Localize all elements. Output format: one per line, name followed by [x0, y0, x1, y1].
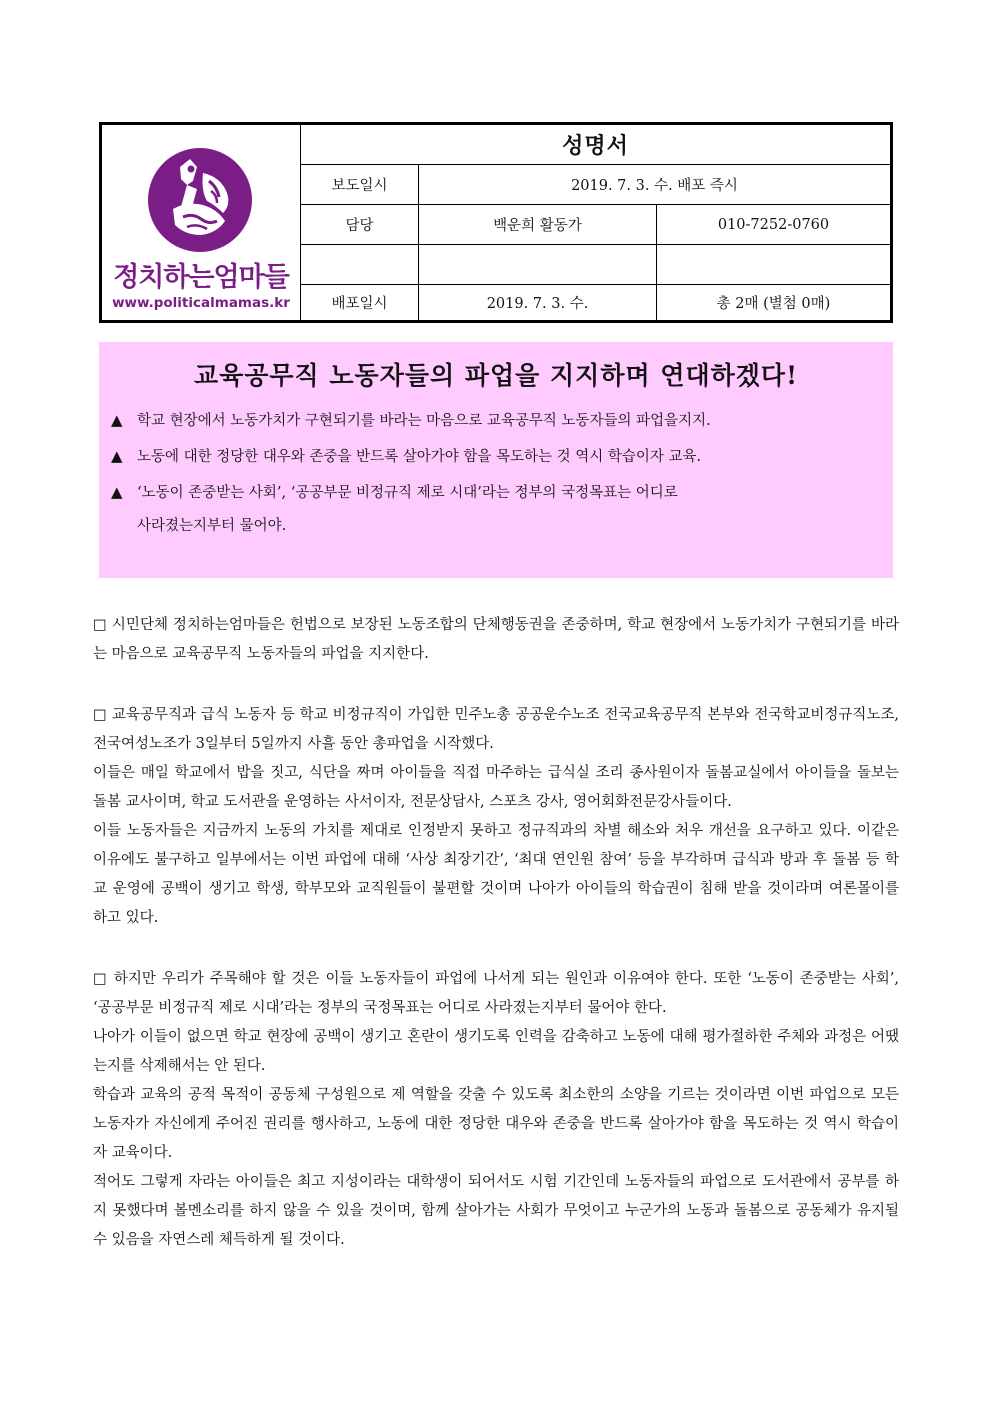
- row-contact: [301, 205, 890, 245]
- row-value: 2019. 7. 3. 수. 배포 즉시: [571, 178, 738, 194]
- political-mamas-logo-icon: [147, 147, 253, 253]
- summary-title: 교육공무직 노동자들의 파업을 지지하며 연대하겠다!: [193, 361, 799, 390]
- row-label: 보도일시: [301, 165, 419, 204]
- row-distribution: [301, 285, 890, 320]
- press-release-header-table: [99, 122, 893, 323]
- row-value: 백운희 활동가: [419, 205, 657, 244]
- summary-bullet: [111, 440, 881, 474]
- row-label: 배포일시: [301, 285, 419, 320]
- row-value: [419, 245, 657, 284]
- body-paragraph: 학습과 교육의 공적 목적이 공동체 구성원으로 제 역할을 갖출 수 있도록 최소한의 소양을 기르는 것이라면 이번 파업으로 모든 노동자가 자신에게 주어진 권리를 행사하고, 노동에 대한 정당한 대우와 존중을 반드록 살아가야 함을 목도하는 것 역시 학습이자 교육이다.: [93, 1087, 899, 1161]
- logo-name: 정치하는엄마들: [113, 262, 289, 293]
- row-label: 담당: [301, 205, 419, 244]
- body-paragraph: 이들은 매일 학교에서 밥을 짓고, 식단을 짜며 아이들을 직접 마주하는 급식실 조리 종사원이자 돌봄교실에서 아이들을 돌보는 돌봄 교사이며, 학교 도서관을 운영하는 사서이자, 전문상담사, 스포츠 강사, 영어회화전문강사들이다.: [93, 765, 899, 810]
- document-title: 성명서: [562, 133, 629, 159]
- triangle-icon: ▲: [111, 483, 123, 501]
- summary-bullet-text: 학교 현장에서 노동가치가 구현되기를 바라는 마음으로 교육공무직 노동자들의 파업을지지.: [137, 413, 711, 429]
- triangle-icon: ▲: [111, 447, 123, 465]
- logo-url: www.politicalmamas.kr: [112, 295, 290, 311]
- row-press-time: [301, 165, 890, 205]
- body-paragraph: 나아가 이들이 없으면 학교 현장에 공백이 생기고 혼란이 생기도록 인력을 감축하고 노동에 대해 평가절하한 주체와 과정은 어땠는지를 삭제해서는 안 된다.: [93, 1029, 899, 1074]
- body-paragraph: 적어도 그렇게 자라는 아이들은 최고 지성이라는 대학생이 되어서도 시험 기간인데 노동자들의 파업으로 도서관에서 공부를 하지 못했다며 볼멘소리를 하지 않을 수 있을 것이며, 함께 살아가는 사회가 무엇이고 누군가의 노동과 돌봄으로 공동체가 유지될 수 있음을 자연스레 체득하게 될 것이다.: [93, 1174, 899, 1248]
- row-empty: [301, 245, 890, 285]
- summary-box: [99, 342, 893, 578]
- title-row: [301, 125, 890, 165]
- statement-body: [93, 611, 899, 1255]
- triangle-icon: ▲: [111, 411, 123, 429]
- logo-cell: [102, 125, 301, 320]
- row-extra: 010-7252-0760: [717, 216, 830, 233]
- body-paragraph: □ 하지만 우리가 주목해야 할 것은 이들 노동자들이 파업에 나서게 되는 원인과 이유여야 한다. 또한 ‘노동이 존중받는 사회’, ‘공공부문 비정규직 제로 시대’라는 정부의 국정목표는 어디로 사라졌는지부터 물어야 한다.: [93, 971, 899, 1016]
- summary-bullet-text: ‘노동이 존중받는 사회’, ‘공공부문 비정규직 제로 시대’라는 정부의 국정목표는 어디로: [137, 485, 678, 501]
- body-paragraph: □ 시민단체 정치하는엄마들은 헌법으로 보장된 노동조합의 단체행동권을 존중하며, 학교 현장에서 노동가치가 구현되기를 바라는 마음으로 교육공무직 노동자들의 파업을 지지한다.: [93, 617, 899, 662]
- body-paragraph: 이들 노동자들은 지금까지 노동의 가치를 제대로 인정받지 못하고 정규직과의 차별 해소와 처우 개선을 요구하고 있다. 이같은 이유에도 불구하고 일부에서는 이번 파업에 대해 ‘사상 최장기간’, ‘최대 연인원 참여’ 등을 부각하며 급식과 방과 후 돌봄 등 학교 운영에 공백이 생기고 학생, 학부모와 교직원들이 불편할 것이며 나아가 아이들의 학습권이 침해 받을 것이라며 여론몰이를 하고 있다.: [93, 823, 899, 926]
- summary-bullet: [111, 404, 881, 438]
- summary-bullet: [111, 476, 881, 543]
- row-extra: 총 2매 (별첨 0매): [716, 296, 831, 312]
- body-paragraph: □ 교육공무직과 급식 노동자 등 학교 비정규직이 가입한 민주노총 공공운수노조 전국교육공무직 본부와 전국학교비정규직노조, 전국여성노조가 3일부터 5일까지 사흘 동안 총파업을 시작했다.: [93, 707, 899, 752]
- row-label: [301, 245, 419, 284]
- summary-bullet-continuation: 사라졌는지부터 물어야.: [137, 518, 287, 534]
- row-extra: [657, 245, 890, 284]
- row-value: 2019. 7. 3. 수.: [419, 285, 657, 320]
- summary-bullet-text: 노동에 대한 정당한 대우와 존중을 반드록 살아가야 함을 목도하는 것 역시 학습이자 교육.: [137, 449, 702, 465]
